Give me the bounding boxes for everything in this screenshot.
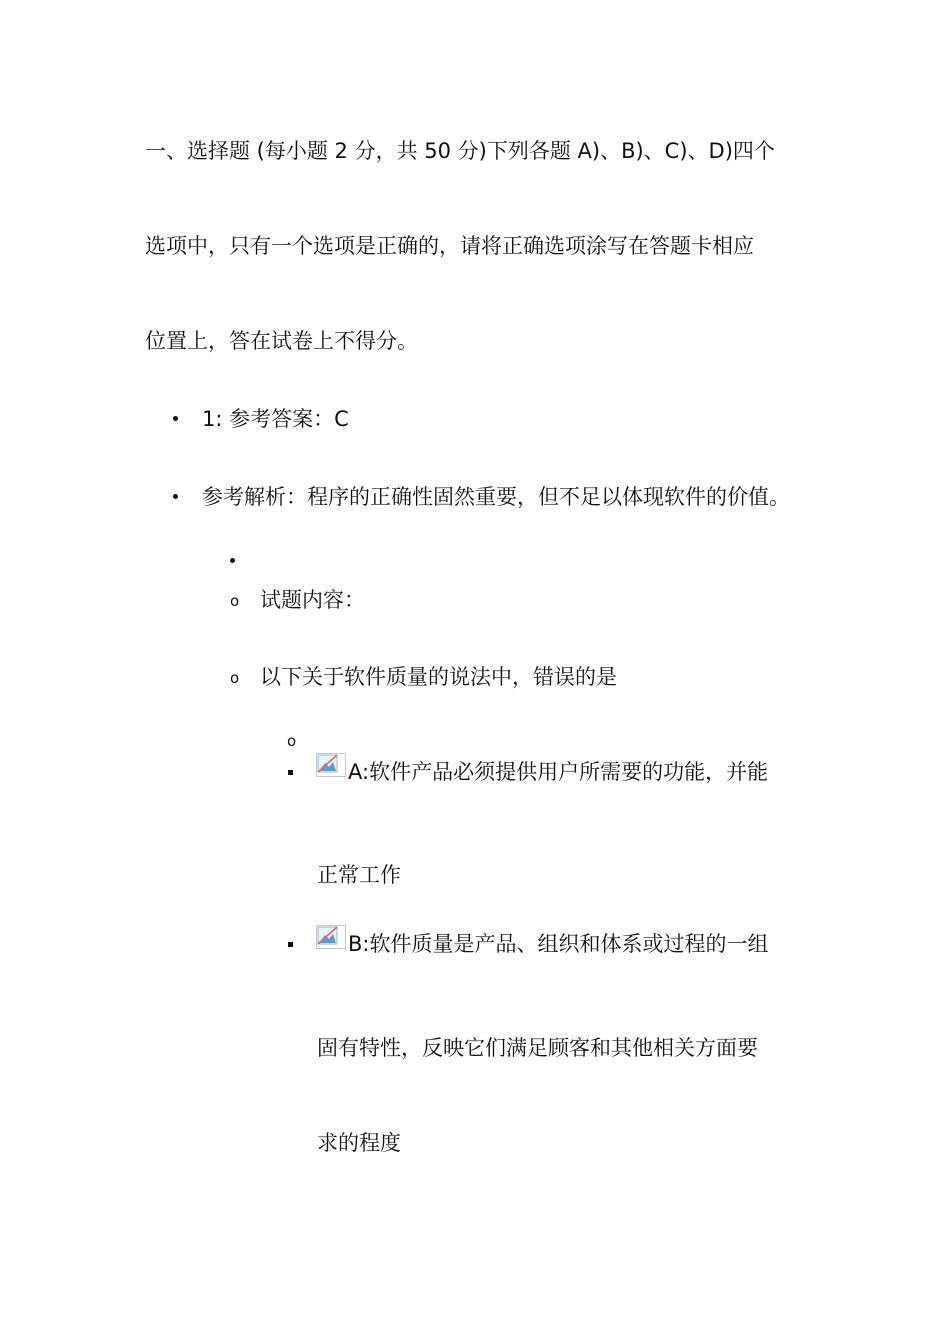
option-b-line-2: 固有特性，反映它们满足顾客和其他相关方面要 — [317, 1036, 758, 1060]
bullet-circle: o — [287, 732, 297, 750]
option-b-line-3: 求的程度 — [317, 1131, 401, 1155]
question-label: 试题内容： — [260, 588, 365, 612]
intro-line-2: 选项中，只有一个选项是正确的，请将正确选项涂写在答题卡相应 — [145, 234, 754, 258]
reference-answer: 1: 参考答案：C — [202, 407, 349, 431]
option-a-line-2: 正常工作 — [317, 863, 401, 887]
bullet-dot — [173, 416, 178, 421]
bullet-dot — [173, 494, 178, 499]
option-a-line-1: A:软件产品必须提供用户所需要的功能，并能 — [348, 760, 769, 784]
reference-analysis: 参考解析：程序的正确性固然重要，但不足以体现软件的价值。 — [202, 485, 790, 509]
bullet-dot — [230, 558, 235, 563]
broken-image-icon — [316, 925, 346, 949]
intro-line-3: 位置上，答在试卷上不得分。 — [145, 329, 418, 353]
question-stem: 以下关于软件质量的说法中，错误的是 — [260, 665, 617, 689]
bullet-square — [288, 942, 293, 947]
intro-line-1: 一、选择题 (每小题 2 分，共 50 分)下列各题 A)、B)、C)、D)四个 — [145, 139, 775, 163]
broken-image-icon — [316, 753, 346, 777]
option-b-line-1: B:软件质量是产品、组织和体系或过程的一组 — [348, 932, 769, 956]
bullet-circle: o — [230, 592, 240, 610]
bullet-square — [288, 770, 293, 775]
bullet-circle: o — [230, 669, 240, 687]
